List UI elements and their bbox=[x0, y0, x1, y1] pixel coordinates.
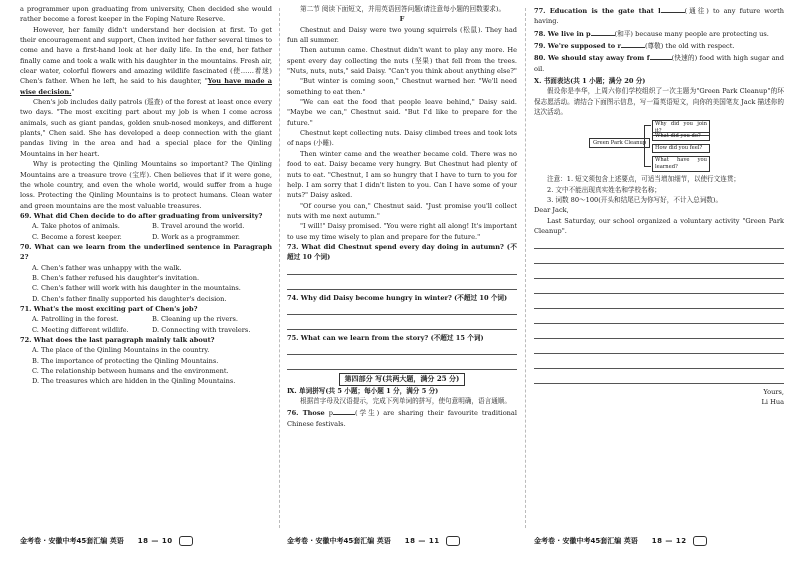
answer-line-73[interactable] bbox=[287, 278, 517, 290]
page-number: 18 — 11 bbox=[404, 537, 440, 545]
blank-76[interactable] bbox=[333, 406, 355, 415]
page-footer bbox=[20, 536, 193, 546]
section-nine-title: Ⅸ. 单词拼写(共 5 小题；每小题 1 分，满分 5 分) bbox=[287, 386, 439, 395]
question-75: 75. What can we learn from the story? (不超过 15 个词) bbox=[287, 333, 484, 342]
option[interactable]: B. Travel around the world. bbox=[152, 222, 245, 231]
option[interactable]: A. Chen's father was unhappy with the walk. bbox=[32, 263, 182, 272]
section-nine-instructions: 根据首字母及汉语提示，完成下列单词的拼写，使句意明确，语言通顺。 bbox=[300, 396, 511, 405]
paragraph: "Of course you can," Chestnut said. "Just promise you'll collect nuts with me next autumn." bbox=[287, 201, 517, 220]
paragraph: Then autumn came. Chestnut didn't want to play any more. He spent every day collecting the nuts (坚果) that fell from the trees. "Nuts, nuts, nuts," said Daisy. "Can't you think about anything else?" bbox=[287, 46, 517, 76]
question-78: 78. We live in p (和平) because many people are protecting us. bbox=[534, 27, 784, 39]
answer-line-74[interactable] bbox=[287, 303, 517, 315]
writing-line[interactable] bbox=[534, 237, 784, 249]
paragraph: Chestnut kept collecting nuts. Daisy climbed trees and took lots of naps (小睡). bbox=[287, 129, 517, 148]
question-71: 71. What's the most exciting part of Chen's job? bbox=[20, 304, 198, 313]
options-69 bbox=[20, 221, 272, 242]
blank-78[interactable] bbox=[591, 27, 615, 36]
paragraph: "But winter is coming soon," Chestnut warned her. "We'll need something to eat then." bbox=[287, 77, 517, 96]
question-69: 69. What did Chen decide to do after graduating from university? bbox=[20, 211, 263, 220]
page-footer bbox=[287, 536, 460, 546]
page-number: 18 — 12 bbox=[651, 537, 687, 545]
option[interactable]: B. Cleaning up the rivers. bbox=[152, 315, 238, 324]
salutation: Dear Jack, bbox=[534, 206, 569, 215]
publisher-logo-icon bbox=[446, 536, 460, 546]
left-column bbox=[20, 4, 272, 387]
note: 注意：1. 短文须包含上述要点，可适当增加细节，以使行文连贯； bbox=[547, 175, 741, 184]
signature: Li Hua bbox=[761, 397, 784, 406]
option[interactable]: D. Chen's father finally supported his daughter's decision. bbox=[32, 294, 227, 303]
answer-line-73[interactable] bbox=[287, 263, 517, 275]
option[interactable]: B. Chen's father refused his daughter's invitation. bbox=[32, 273, 200, 282]
blank-77[interactable] bbox=[661, 4, 685, 13]
writing-line[interactable] bbox=[534, 267, 784, 279]
paragraph: "I will!" Daisy promised. "You were right all along! It's important to use my time wisely to plan and prepare for the future." bbox=[287, 222, 517, 241]
section-ten-title: Ⅹ. 书面表达(共 1 小题；满分 20 分) bbox=[534, 77, 646, 86]
option[interactable]: C. Become a forest keeper. bbox=[32, 232, 122, 241]
paragraph: "We can eat the food that people leave behind," Daisy said. "Maybe we can," Chestnut said. "But I'd like to prepare for the future." bbox=[287, 98, 517, 127]
publisher-logo-icon bbox=[693, 536, 707, 546]
footer-title: 金考卷 · 安徽中考45套汇编 英语 bbox=[20, 537, 124, 545]
topic-diagram bbox=[534, 120, 784, 170]
writing-line[interactable] bbox=[534, 357, 784, 369]
passage-letter: F bbox=[399, 15, 405, 24]
publisher-logo-icon bbox=[179, 536, 193, 546]
question-76: 76. Those p (学生) are sharing their favourite traditional Chinese festivals. bbox=[287, 406, 517, 429]
page-footer bbox=[534, 536, 707, 546]
question-70: 70. What can we learn from the underlined sentence in Paragraph 2? bbox=[20, 242, 272, 262]
diagram-center: Green Park Cleanup bbox=[589, 138, 650, 148]
footer-title: 金考卷 · 安徽中考45套汇编 英语 bbox=[534, 537, 638, 545]
column-divider bbox=[525, 8, 526, 528]
option[interactable]: A. Take photos of animals. bbox=[32, 222, 120, 231]
paragraph: Chestnut and Daisy were two young squirrels (松鼠). They had fun all summer. bbox=[287, 25, 517, 45]
letter-opening: Last Saturday, our school organized a voluntary activity "Green Park Cleanup". bbox=[534, 216, 784, 236]
blank-79[interactable] bbox=[621, 39, 645, 48]
writing-line[interactable] bbox=[534, 342, 784, 354]
option[interactable]: D. Connecting with travelers. bbox=[152, 325, 251, 334]
diagram-item: Why did you join it? bbox=[652, 120, 710, 136]
writing-line[interactable] bbox=[534, 282, 784, 294]
paragraph: However, her family didn't understand her decision at first. To get their encouragement and support, Chen invited her father several times to come and have a first-hand look at her daily life. In the end, her father finally came and took a walk with his daughter in the mountains. Fresh air, clear water, colorful flowers and amazing wildlife fascinated (使……着迷) Chen's father. When he left, he said to his daughter, "You have made a wise decision." bbox=[20, 25, 273, 96]
paragraph: a programmer upon graduating from university, Chen decided she would rather become a forest keeper in the Foping Nature Reserve. bbox=[20, 5, 272, 24]
writing-line[interactable] bbox=[534, 252, 784, 264]
page-number: 18 — 10 bbox=[137, 537, 173, 545]
diagram-item: What have you learned? bbox=[652, 156, 710, 172]
writing-line[interactable] bbox=[534, 372, 784, 384]
option[interactable]: C. The relationship between humans and the environment. bbox=[32, 367, 229, 376]
writing-line[interactable] bbox=[534, 297, 784, 309]
writing-line[interactable] bbox=[534, 312, 784, 324]
paragraph: Chen's job includes daily patrols (巡查) of the forest at least once every two days. "The most exciting part about my job is when I come across animals, such as giant pandas, golden snub-nosed monkeys, and different plants," Chen said. She has developed a deep connection with the giant pandas living in the area and had a special place for the Qinling Mountains in her heart. bbox=[20, 98, 272, 158]
option[interactable]: D. Work as a programmer. bbox=[152, 232, 240, 241]
diagram-bracket bbox=[644, 125, 651, 167]
underlined-sentence: You have made a wise decision. bbox=[20, 77, 273, 96]
column-divider bbox=[279, 8, 280, 528]
answer-line-75[interactable] bbox=[287, 343, 517, 355]
note: 2. 文中不能出现真实姓名和学校名称； bbox=[547, 185, 661, 194]
question-80: 80. We should stay away from f (快速的) food with high sugar and oil. bbox=[534, 51, 784, 74]
answer-line-74[interactable] bbox=[287, 318, 517, 330]
question-77: 77. Education is the gate that l (通往) to any future worth having. bbox=[534, 4, 784, 27]
footer-title: 金考卷 · 安徽中考45套汇编 英语 bbox=[287, 537, 391, 545]
note: 3. 词数 80～100(开头和结尾已为你写好，不计入总词数)。 bbox=[547, 196, 723, 205]
options-71 bbox=[20, 314, 272, 335]
option[interactable]: A. Patrolling in the forest. bbox=[32, 315, 119, 324]
writing-line[interactable] bbox=[534, 327, 784, 339]
blank-80[interactable] bbox=[650, 51, 672, 60]
question-79: 79. We're supposed to r (尊敬) the old with respect. bbox=[534, 39, 784, 51]
closing: Yours, bbox=[763, 387, 784, 396]
section-intro: 第二节 阅读下面短文，并用英语回答问题(请注意每小题的回数要求)。 bbox=[300, 5, 506, 13]
answer-line-75[interactable] bbox=[287, 358, 517, 370]
option[interactable]: B. The importance of protecting the Qinling Mountains. bbox=[32, 356, 219, 365]
option[interactable]: D. The treasures which are hidden in the Qinling Mountains. bbox=[32, 377, 236, 386]
paragraph: Why is protecting the Qinling Mountains so important? The Qinling Mountains are a treasure trove (宝库). Chen believes that if it were gone, the whole country, and even the whole world, would suffer from a huge loss. Protecting the Qinling Mountains is to protect humans. Clean water and green mountains are the most valuable treasures. bbox=[20, 160, 272, 210]
question-73: 73. What did Chestnut spend every day doing in autumn? (不超过 10 个词) bbox=[287, 242, 517, 262]
part-four-title: 第四部分 写(共两大题，满分 25 分) bbox=[339, 373, 466, 385]
option[interactable]: A. The place of the Qinling Mountains in the country. bbox=[32, 346, 210, 355]
option[interactable]: C. Chen's father will work with his daughter in the mountains. bbox=[32, 284, 241, 293]
question-74: 74. Why did Daisy become hungry in winter? (不超过 10 个词) bbox=[287, 293, 508, 302]
diagram-item: What did you do? bbox=[652, 132, 710, 141]
middle-column bbox=[287, 4, 517, 429]
question-72: 72. What does the last paragraph mainly talk about? bbox=[20, 336, 215, 344]
option[interactable]: C. Meeting different wildlife. bbox=[32, 325, 129, 334]
section-ten-instructions: 假设你是李华，上周六你们学校组织了一次主题为"Green Park Cleanup"的环保志愿活动。请结合下面图示信息，写一篇英语短文，向你的美国笔友 Jack 描述你的这次活动。 bbox=[534, 87, 784, 117]
right-column bbox=[534, 4, 784, 407]
paragraph: Then winter came and the weather became cold. There was no food to eat. Daisy became very hungry. But Chestnut had plenty of nuts to eat. "Chestnut, I am so hungry that I have to turn to you for help. I am sorry that I didn't listen to you. Can I have some of your nuts?" Daisy asked. bbox=[287, 149, 517, 200]
diagram-item: How did you feel? bbox=[652, 144, 710, 153]
